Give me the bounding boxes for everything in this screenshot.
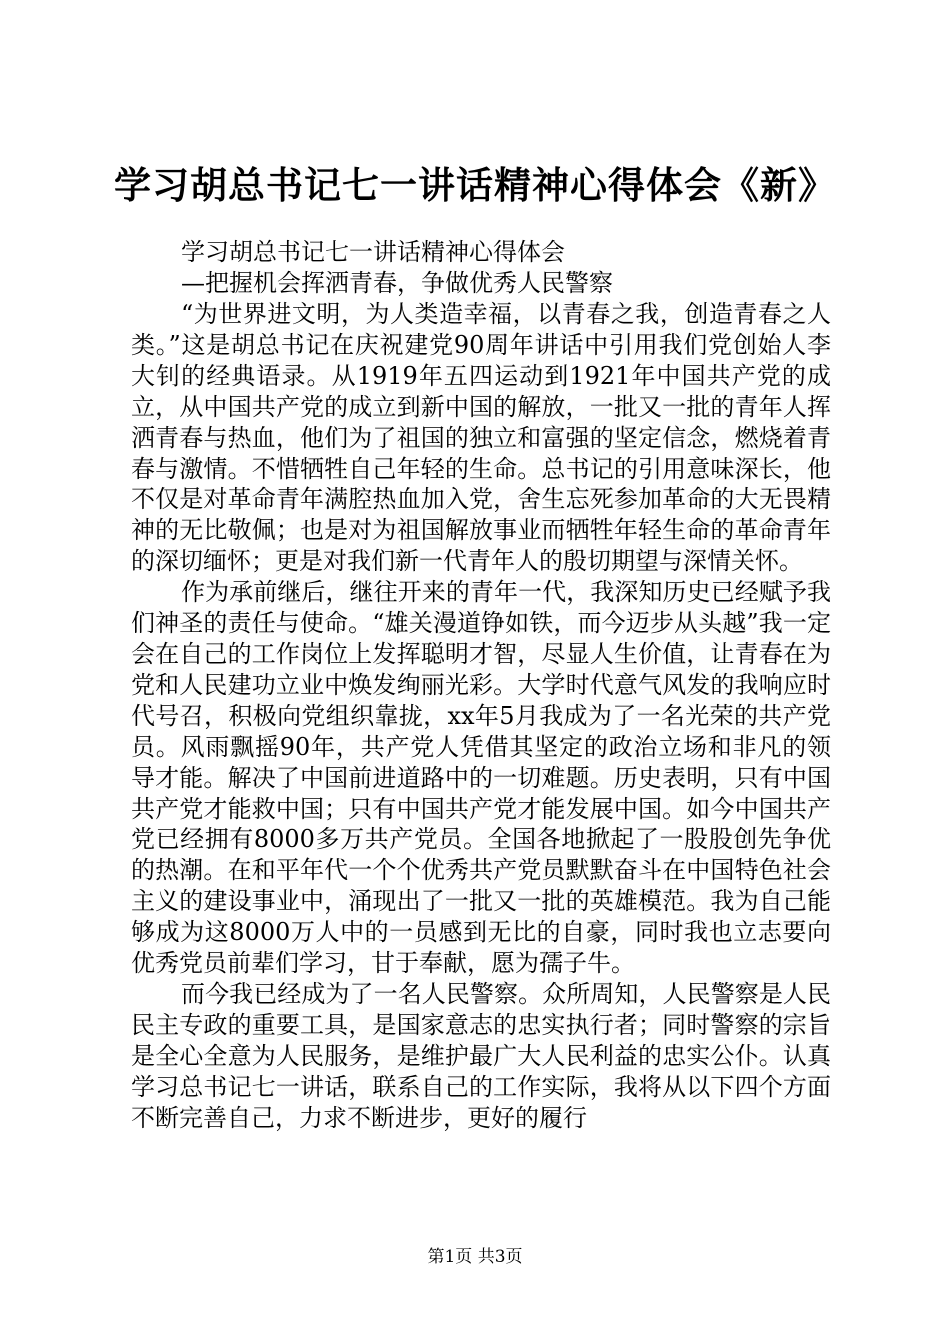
subtitle-line-2: —把握机会挥洒青春，争做优秀人民警察	[181, 269, 613, 297]
document-title: 学习胡总书记七一讲话精神心得体会《新》	[114, 164, 836, 207]
document-body	[131, 299, 831, 1133]
page-footer: 第1页 共3页	[427, 1247, 523, 1267]
body-paragraph-1: “为世界进文明，为人类造幸福，以青春之我，创造青春之人类。”这是胡总书记在庆祝建党90周年讲话中引用我们党创始人李大钊的经典语录。从1919年五四运动到1921年中国共产党的成立，从中国共产党的成立到新中国的解放，一批又一批的青年人挥洒青春与热血，他们为了祖国的独立和富强的坚定信念，燃烧着青春与激情。不惜牺牲自己年轻的生命。总书记的引用意味深长，他不仅是对革命青年满腔热血加入党，舍生忘死参加革命的大无畏精神的无比敬佩；也是对为祖国解放事业而牺牲年轻生命的革命青年的深切缅怀；更是对我们新一代青年人的殷切期望与深情关怀。	[131, 300, 831, 576]
subtitle-line-1: 学习胡总书记七一讲话精神心得体会	[181, 238, 565, 266]
body-paragraph-2: 作为承前继后，继往开来的青年一代，我深知历史已经赋予我们神圣的责任与使命。“雄关漫道铮如铁，而今迈步从头越”我一定会在自己的工作岗位上发挥聪明才智，尽显人生价值，让青春在为党和人民建功立业中焕发绚丽光彩。大学时代意气风发的我响应时代号召，积极向党组织靠拢，xx年5月我成为了一名光荣的共产党员。风雨飘摇90年，共产党人凭借其坚定的政治立场和非凡的领导才能。解决了中国前进道路中的一切难题。历史表明，只有中国共产党才能救中国；只有中国共产党才能发展中国。如今中国共产党已经拥有8000多万共产党员。全国各地掀起了一股股创先争优的热潮。在和平年代一个个优秀共产党员默默奋斗在中国特色社会主义的建设事业中，涌现出了一批又一批的英雄模范。我为自己能够成为这8000万人中的一员感到无比的自豪，同时我也立志要向优秀党员前辈们学习，甘于奉献，愿为孺子牛。	[131, 578, 831, 978]
body-paragraph-3: 而今我已经成为了一名人民警察。众所周知，人民警察是人民民主专政的重要工具，是国家意志的忠实执行者；同时警察的宗旨是全心全意为人民服务，是维护最广大人民利益的忠实公仆。认真学习总书记七一讲话，联系自己的工作实际，我将从以下四个方面不断完善自己，力求不断进步，更好的履行	[131, 979, 831, 1132]
